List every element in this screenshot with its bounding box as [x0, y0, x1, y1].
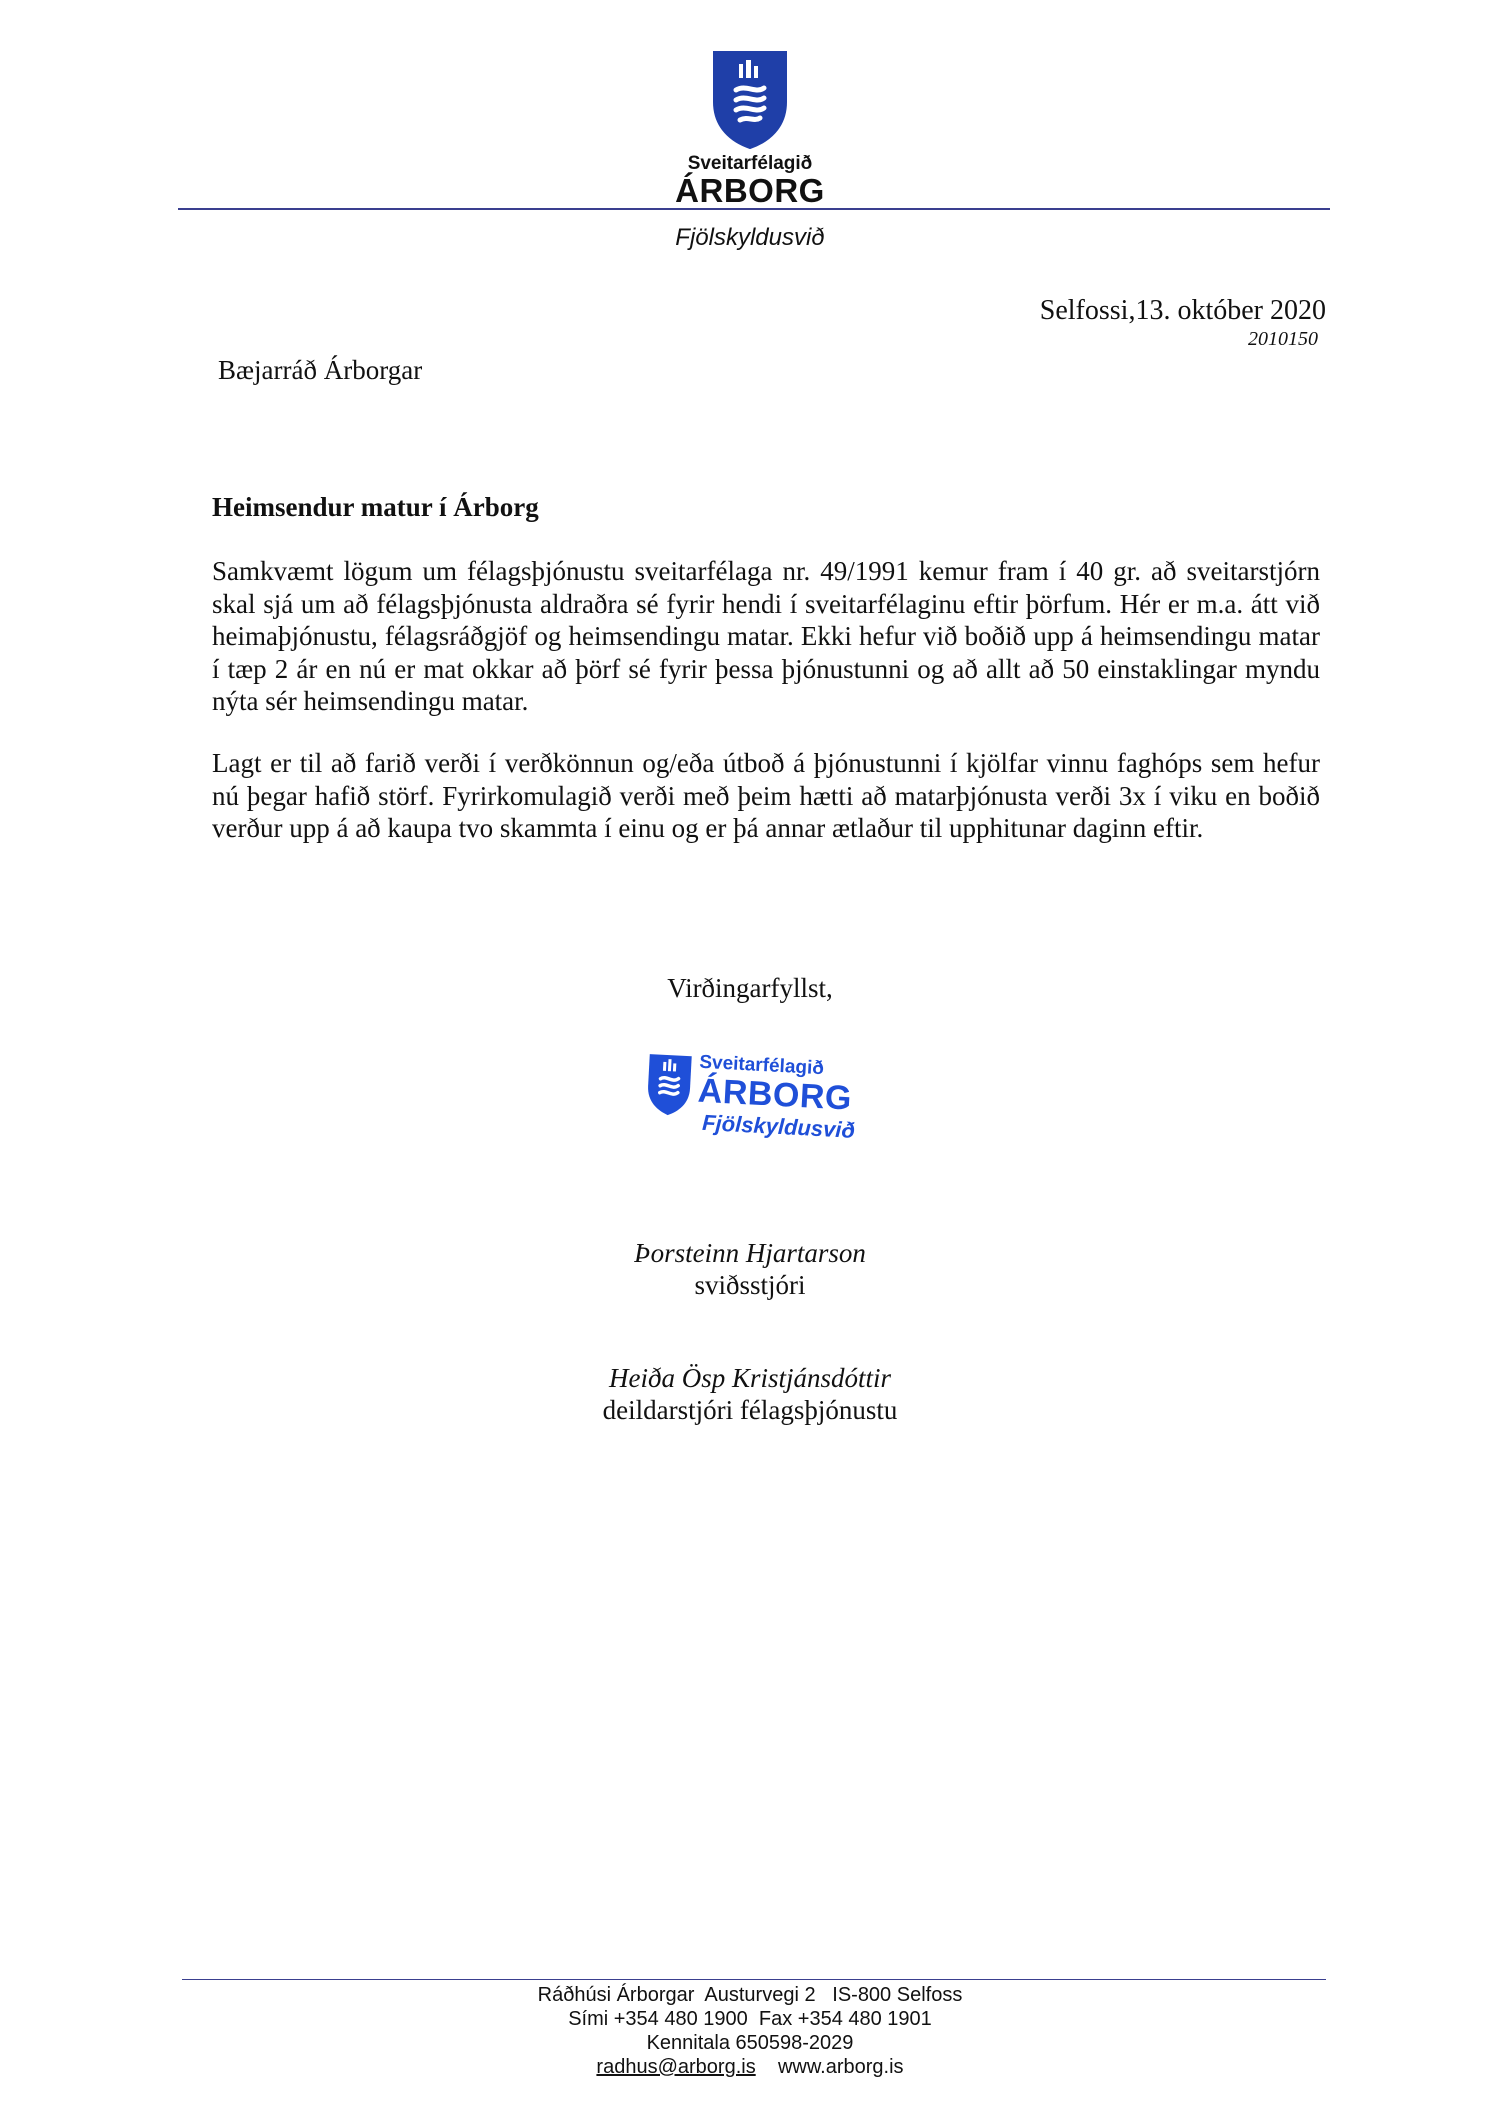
footer-email-link[interactable]: radhus@arborg.is: [596, 2056, 756, 2078]
stamp-line-2: ÁRBORG: [696, 1071, 853, 1118]
department-stamp: [642, 1050, 867, 1171]
stamp-line-1: Sveitarfélagið: [698, 1051, 825, 1080]
closing-salutation: Virðingarfyllst,: [667, 973, 833, 1003]
letterhead-logo: [0, 50, 1500, 208]
signatory-title: deildarstjóri félagsþjónustu: [602, 1395, 898, 1425]
footer-phone: Sími +354 480 1900 Fax +354 480 1901: [568, 2008, 932, 2030]
letter-date: Selfossi,13. október 2020: [1039, 295, 1326, 326]
recipient: Bæjarráð Árborgar: [218, 355, 423, 385]
footer-divider: [182, 1979, 1326, 1980]
logo-line-1: Sveitarfélagið: [687, 153, 813, 174]
footer-website: www.arborg.is: [777, 2056, 904, 2078]
body-paragraph: Lagt er til að farið verði í verðkönnun og/eða útboð á þjónustunni í kjölfar vinnu faghóps sem hefur nú þegar hafið störf. Fyrirkomulagið verði með þeim hætti að matarþjónusta verði 3x í viku en boðið verður upp á að kaupa tvo skammta í einu og er þá annar ætlaður til upphitunar daginn eftir.: [212, 748, 1320, 844]
body-paragraph: Samkvæmt lögum um félagsþjónustu sveitarfélaga nr. 49/1991 kemur fram í 40 gr. að sveitarstjórn skal sjá um að félagsþjónusta aldraðra sé fyrir hendi í sveitarfélaginu eftir þörfum. Hér er m.a. átt við heimaþjónustu, félagsráðgjöf og heimsendingu matar. Ekki hefur við boðið upp á heimsendingu matar í tæp 2 ár en nú er mat okkar að þörf sé fyrir þessa þjónustunni og að allt að 50 einstaklingar myndu nýta sér heimsendingu matar.: [212, 556, 1320, 717]
footer: [0, 1983, 1500, 2079]
stamp-line-3: Fjölskyldusvið: [701, 1109, 856, 1143]
department-name: Fjölskyldusvið: [675, 224, 825, 251]
reference-number: 2010150: [1248, 328, 1318, 350]
footer-address: Ráðhúsi Árborgar Austurvegi 2 IS-800 Selfoss: [537, 1984, 963, 2006]
header-divider: [178, 208, 1330, 210]
signatory-name: Þorsteinn Hjartarson: [634, 1238, 866, 1268]
logo-line-2: ÁRBORG: [675, 172, 825, 209]
stamp-coat-of-arms-icon: [645, 1052, 694, 1118]
signatory: [0, 1237, 1500, 1301]
footer-id: Kennitala 650598-2029: [646, 2032, 854, 2054]
signatory-name: Heiða Ösp Kristjánsdóttir: [608, 1363, 892, 1393]
signatory: [0, 1362, 1500, 1426]
signatory-title: sviðsstjóri: [694, 1270, 806, 1300]
letter-subject: Heimsendur matur í Árborg: [212, 492, 539, 522]
coat-of-arms-icon: [712, 50, 788, 150]
